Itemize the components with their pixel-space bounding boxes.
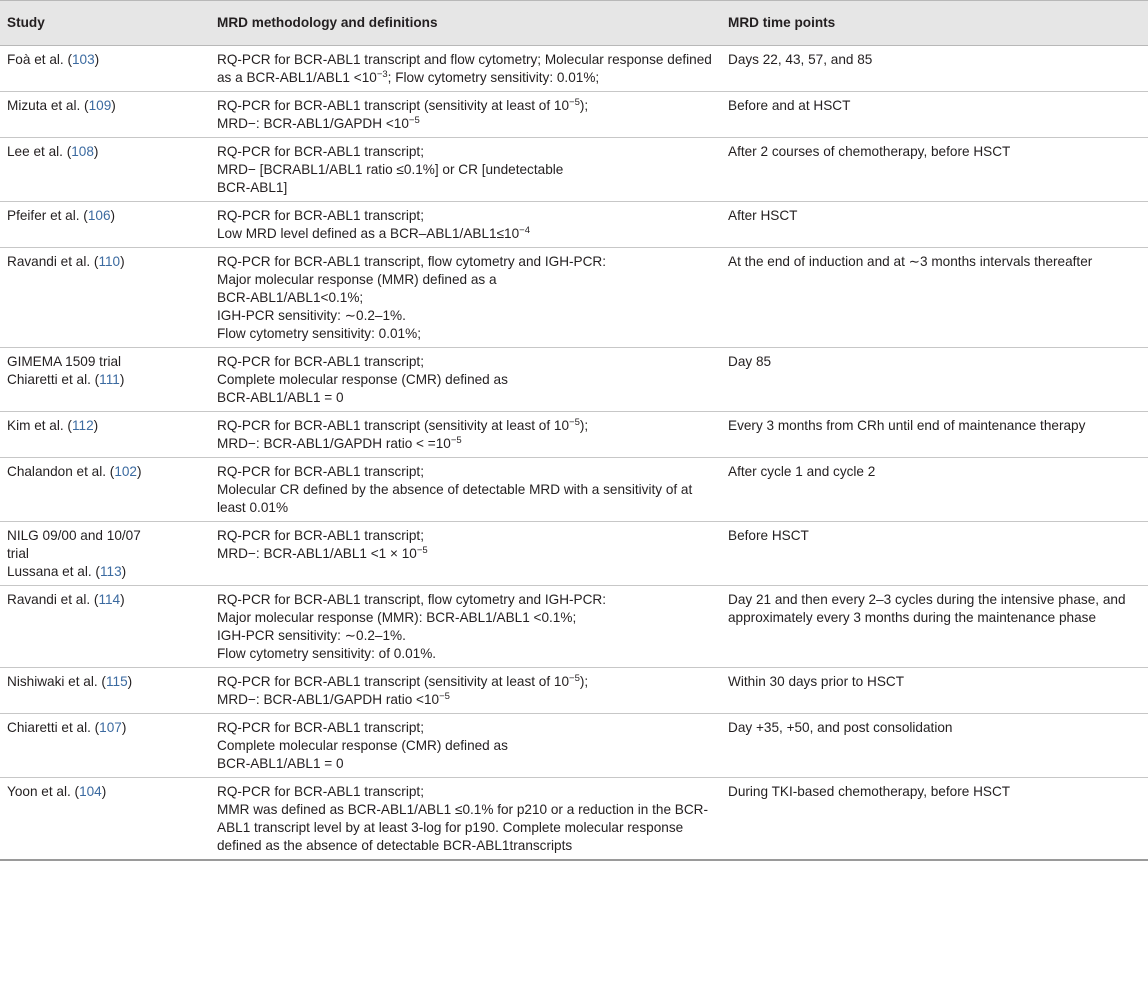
exponent: −5 — [439, 691, 450, 702]
cell-text: After HSCT — [728, 208, 798, 223]
table-row — [0, 714, 1148, 778]
cell-text: RQ-PCR for BCR-ABL1 transcript (sensitivity at least of 10 — [217, 674, 570, 689]
cell-text: Chalandon et al. ( — [7, 464, 115, 479]
method-cell — [210, 458, 721, 522]
exponent: −4 — [519, 225, 530, 236]
cell-text: Every 3 months from CRh until end of maintenance therapy — [728, 418, 1086, 433]
cell-text: ) — [101, 784, 107, 799]
cell-text: MRD−: BCR-ABL1/GAPDH ratio < =10 — [217, 436, 451, 451]
cell-text: GIMEMA 1509 trial — [7, 354, 122, 369]
table-row — [0, 46, 1148, 92]
cell-text: RQ-PCR for BCR-ABL1 transcript; — [217, 464, 424, 479]
cell-text: RQ-PCR for BCR-ABL1 transcript, flow cytometry and IGH-PCR: — [217, 254, 607, 269]
cell-text: IGH-PCR sensitivity: ∼0.2–1%. — [217, 308, 406, 323]
study-cell — [0, 412, 210, 458]
exponent: −5 — [408, 115, 420, 126]
table-row — [0, 92, 1148, 138]
cell-text: MRD−: BCR-ABL1/ABL1 <1 × 10 — [217, 546, 417, 561]
table-header-row — [0, 1, 1148, 46]
timepoints-cell — [721, 778, 1148, 861]
method-cell — [210, 778, 721, 861]
cell-text: trial — [7, 546, 29, 561]
study-cell — [0, 586, 210, 668]
reference-link[interactable]: 112 — [71, 418, 94, 433]
cell-text: RQ-PCR for BCR-ABL1 transcript; — [217, 354, 424, 369]
table-row — [0, 522, 1148, 586]
timepoints-cell — [721, 458, 1148, 522]
cell-text: Before HSCT — [728, 528, 809, 543]
timepoints-cell — [721, 586, 1148, 668]
study-cell — [0, 92, 210, 138]
timepoints-cell — [721, 92, 1148, 138]
method-cell — [210, 668, 721, 714]
cell-text: ) — [94, 52, 100, 67]
cell-text: RQ-PCR for BCR-ABL1 transcript; — [217, 144, 424, 159]
timepoints-cell — [721, 668, 1148, 714]
cell-text: RQ-PCR for BCR-ABL1 transcript, flow cytometry and IGH-PCR: — [217, 592, 607, 607]
cell-text: ; Flow cytometry sensitivity: 0.01%; — [387, 70, 600, 85]
reference-link[interactable]: 108 — [71, 144, 94, 159]
cell-text: RQ-PCR for BCR-ABL1 transcript; — [217, 528, 424, 543]
cell-text: ) — [137, 464, 142, 479]
method-cell — [210, 348, 721, 412]
cell-text: Day 85 — [728, 354, 772, 369]
cell-text: RQ-PCR for BCR-ABL1 transcript (sensitivity at least of 10 — [217, 98, 570, 113]
reference-link[interactable]: 109 — [88, 98, 112, 113]
cell-text: Foà et al. ( — [7, 52, 72, 67]
method-cell — [210, 412, 721, 458]
cell-text: RQ-PCR for BCR-ABL1 transcript; — [217, 784, 424, 799]
cell-text: Lee et al. ( — [7, 144, 72, 159]
cell-text: Major molecular response (MMR) defined as a — [217, 272, 497, 287]
cell-text: RQ-PCR for BCR-ABL1 transcript; — [217, 720, 424, 735]
cell-text: Lussana et al. ( — [7, 564, 100, 579]
cell-text: ) — [119, 372, 125, 387]
reference-link[interactable]: 102 — [114, 464, 137, 479]
study-cell — [0, 668, 210, 714]
study-cell — [0, 458, 210, 522]
exponent: −5 — [416, 545, 428, 556]
cell-text: Kim et al. ( — [7, 418, 72, 433]
exponent: −3 — [376, 69, 388, 80]
table-body — [0, 46, 1148, 861]
reference-link[interactable]: 106 — [87, 208, 111, 223]
cell-text: IGH-PCR sensitivity: ∼0.2–1%. — [217, 628, 406, 643]
reference-link[interactable]: 107 — [99, 720, 122, 735]
cell-text: After 2 courses of chemotherapy, before HSCT — [728, 144, 1011, 159]
table-row — [0, 348, 1148, 412]
exponent: −5 — [569, 673, 580, 684]
timepoints-cell — [721, 138, 1148, 202]
cell-text: ) — [93, 144, 99, 159]
reference-link[interactable]: 114 — [98, 592, 121, 607]
cell-text: Yoon et al. ( — [7, 784, 80, 799]
cell-text: RQ-PCR for BCR-ABL1 transcript and flow cytometry; Molecular response defined as a BCR-ABL1/ABL1 <10 — [217, 52, 712, 85]
method-cell — [210, 248, 721, 348]
cell-text: ); — [579, 418, 589, 433]
cell-text: ) — [111, 98, 116, 113]
cell-text: MRD−: BCR-ABL1/GAPDH ratio <10 — [217, 692, 440, 707]
cell-text: Flow cytometry sensitivity: 0.01%; — [217, 326, 421, 341]
timepoints-cell — [721, 46, 1148, 92]
cell-text: ) — [120, 254, 125, 269]
method-cell — [210, 522, 721, 586]
method-cell — [210, 586, 721, 668]
timepoints-cell — [721, 202, 1148, 248]
cell-text: Chiaretti et al. ( — [7, 720, 100, 735]
cell-text: After cycle 1 and cycle 2 — [728, 464, 876, 479]
cell-text: Days 22, 43, 57, and 85 — [728, 52, 873, 67]
cell-text: ) — [93, 418, 99, 433]
exponent: −5 — [450, 435, 462, 446]
cell-text: Pfeifer et al. ( — [7, 208, 88, 223]
exponent: −5 — [569, 417, 580, 428]
study-cell — [0, 46, 210, 92]
reference-link[interactable]: 111 — [99, 372, 120, 387]
cell-text: Before and at HSCT — [728, 98, 851, 113]
cell-text: Complete molecular response (CMR) defined as — [217, 738, 508, 753]
cell-text: ) — [110, 208, 116, 223]
cell-text: RQ-PCR for BCR-ABL1 transcript; — [217, 208, 424, 223]
method-cell — [210, 92, 721, 138]
cell-text: BCR-ABL1] — [217, 180, 288, 195]
table-row — [0, 138, 1148, 202]
cell-text: Molecular CR defined by the absence of detectable MRD with a sensitivity of at least 0.01% — [217, 482, 693, 515]
method-cell — [210, 202, 721, 248]
cell-text: ); — [579, 674, 589, 689]
cell-text: RQ-PCR for BCR-ABL1 transcript (sensitivity at least of 10 — [217, 418, 570, 433]
reference-link[interactable]: 104 — [79, 784, 102, 799]
cell-text: Day +35, +50, and post consolidation — [728, 720, 953, 735]
table-row — [0, 668, 1148, 714]
study-cell — [0, 714, 210, 778]
header-study: Study — [7, 15, 45, 30]
table-row — [0, 412, 1148, 458]
timepoints-cell — [721, 248, 1148, 348]
reference-link[interactable]: 113 — [99, 564, 122, 579]
cell-text: ) — [120, 592, 125, 607]
cell-text: Ravandi et al. ( — [7, 592, 99, 607]
cell-text: Complete molecular response (CMR) defined as — [217, 372, 508, 387]
cell-text: During TKI-based chemotherapy, before HSCT — [728, 784, 1011, 799]
cell-text: NILG 09/00 and 10/07 — [7, 528, 141, 543]
cell-text: Flow cytometry sensitivity: of 0.01%. — [217, 646, 437, 661]
study-cell — [0, 138, 210, 202]
cell-text: Mizuta et al. ( — [7, 98, 89, 113]
table-row — [0, 586, 1148, 668]
timepoints-cell — [721, 522, 1148, 586]
method-cell — [210, 714, 721, 778]
cell-text: At the end of induction and at ∼3 months intervals thereafter — [728, 254, 1093, 269]
cell-text: Ravandi et al. ( — [7, 254, 99, 269]
cell-text: ) — [127, 674, 133, 689]
method-cell — [210, 138, 721, 202]
cell-text: MRD−: BCR-ABL1/GAPDH <10 — [217, 116, 409, 131]
study-cell — [0, 522, 210, 586]
table-row — [0, 778, 1148, 861]
exponent: −5 — [569, 97, 580, 108]
cell-text: ) — [121, 564, 127, 579]
table-row — [0, 458, 1148, 522]
table-row — [0, 248, 1148, 348]
cell-text: Nishiwaki et al. ( — [7, 674, 106, 689]
cell-text: BCR-ABL1/ABL1 = 0 — [217, 756, 344, 771]
timepoints-cell — [721, 348, 1148, 412]
cell-text: BCR-ABL1/ABL1 = 0 — [217, 390, 344, 405]
timepoints-cell — [721, 714, 1148, 778]
method-cell — [210, 46, 721, 92]
header-method: MRD methodology and definitions — [217, 15, 438, 30]
reference-link[interactable]: 103 — [71, 52, 95, 67]
cell-text: Major molecular response (MMR): BCR-ABL1/ABL1 <0.1%; — [217, 610, 577, 625]
cell-text: Low MRD level defined as a BCR–ABL1/ABL1≤10 — [217, 226, 520, 241]
study-cell — [0, 202, 210, 248]
cell-text: Within 30 days prior to HSCT — [728, 674, 905, 689]
table-row — [0, 202, 1148, 248]
cell-text: Chiaretti et al. ( — [7, 372, 100, 387]
cell-text: MRD− [BCRABL1/ABL1 ratio ≤0.1%] or CR [undetectable — [217, 162, 564, 177]
cell-text: BCR-ABL1/ABL1<0.1%; — [217, 290, 364, 305]
study-cell — [0, 778, 210, 861]
cell-text: ) — [121, 720, 127, 735]
timepoints-cell — [721, 412, 1148, 458]
cell-text: MMR was defined as BCR-ABL1/ABL1 ≤0.1% for p210 or a reduction in the BCR-ABL1 transcript level by at least 3-log for p190. Complete molecular response defined as the absence of detectable BCR-ABL1transcripts — [217, 802, 709, 853]
study-cell — [0, 348, 210, 412]
reference-link[interactable]: 115 — [105, 674, 128, 689]
study-cell — [0, 248, 210, 348]
cell-text: ); — [579, 98, 589, 113]
reference-link[interactable]: 110 — [98, 254, 121, 269]
header-timepoints: MRD time points — [728, 15, 836, 30]
cell-text: Day 21 and then every 2–3 cycles during the intensive phase, and approximately every 3 months during the maintenance phase — [728, 592, 1126, 625]
